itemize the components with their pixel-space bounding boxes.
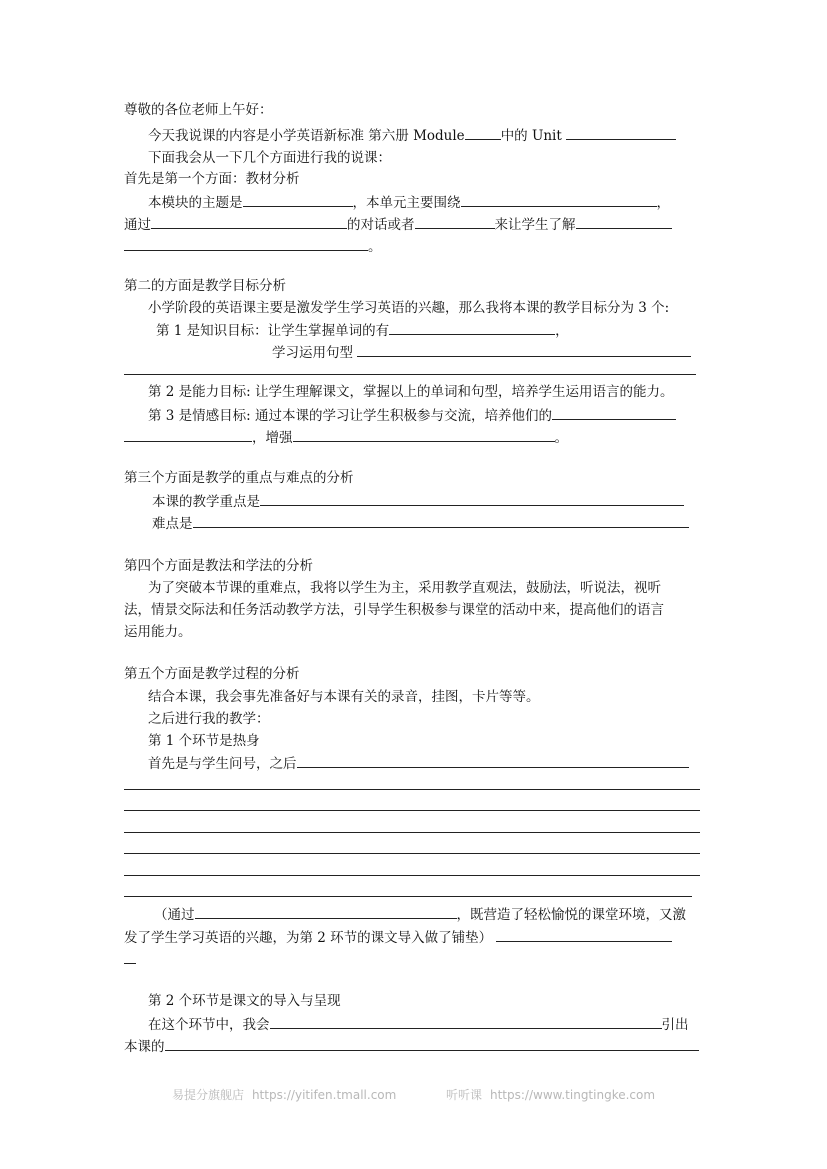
- goal-3: 第 3 是情感目标: 通过本课的学习让学生积极参与交流，培养他们的: [148, 405, 676, 427]
- key-point: 本课的教学重点是: [152, 491, 684, 513]
- step-2-title: 第 2 个环节是课文的导入与呈现: [148, 993, 341, 1009]
- section-4-line-1: 为了突破本节课的重难点，我将以学生为主，采用教学直观法，鼓励法，听说法，视听: [148, 580, 661, 596]
- answer-line: [124, 374, 696, 375]
- intro-line-2: 下面我会从一下几个方面进行我的说课：: [148, 150, 391, 166]
- goal-3-cont: ，增强 。: [124, 427, 568, 449]
- section-1-line-1: 本模块的主题是 ，本单元主要围绕 ，: [148, 192, 670, 214]
- goal-1-pattern: 学习运用句型: [272, 342, 691, 364]
- answer-line: [124, 853, 700, 854]
- step-2-line-2: 本课的: [124, 1036, 699, 1058]
- difficult-point: 难点是: [152, 513, 689, 535]
- footer-shop-2: 听听课: [445, 1088, 482, 1102]
- footer-shop-1: 易提分旗舰店: [171, 1088, 244, 1102]
- section-5-para-2: 之后进行我的教学：: [148, 711, 270, 727]
- section-2-para: 小学阶段的英语课主要是激发学生学习英语的兴趣，那么我将本课的教学目标分为 3 个:: [148, 300, 670, 316]
- section-1-line-3: 。: [124, 236, 382, 258]
- footer-watermark: [0, 1085, 827, 1106]
- step-1-note: （通过 ，既营造了轻松愉悦的课堂环境，又激: [154, 904, 686, 926]
- section-1-line-2: 通过 的对话或者 来让学生了解: [124, 214, 672, 236]
- answer-line: [124, 875, 700, 876]
- section-3-title: 第三个方面是教学的重点与难点的分析: [124, 470, 354, 486]
- section-2-title: 第二的方面是教学目标分析: [124, 278, 286, 294]
- unit-blank: [566, 125, 676, 140]
- answer-line: [124, 963, 136, 964]
- answer-line: [124, 832, 700, 833]
- step-1-title: 第 1 个环节是热身: [148, 733, 260, 749]
- footer-url-2[interactable]: https://www.tingtingke.com: [490, 1088, 656, 1102]
- section-5-para-1: 结合本课，我会事先准备好与本课有关的录音，挂图，卡片等等。: [148, 689, 540, 705]
- greeting: 尊敬的各位老师上午好：: [124, 102, 273, 118]
- module-blank: [465, 125, 501, 140]
- step-1-line: 首先是与学生问号，之后: [148, 753, 689, 775]
- answer-line: [124, 810, 700, 811]
- section-4-title: 第四个方面是教法和学法的分析: [124, 558, 313, 574]
- section-4-line-2: 法，情景交际法和任务活动教学方法，引导学生积极参与课堂的活动中来，提高他们的语言: [124, 602, 664, 618]
- section-4-line-3: 运用能力。: [124, 624, 192, 640]
- intro-line-1: 今天我说课的内容是小学英语新标准 第六册 Module 中的 Unit: [148, 125, 676, 147]
- goal-2: 第 2 是能力目标: 让学生理解课文，掌握以上的单词和句型，培养学生运用语言的能力。: [148, 384, 674, 400]
- step-1-note-cont: 发了学生学习英语的兴趣，为第 2 环节的课文导入做了铺垫）: [124, 927, 672, 949]
- section-1-title: 首先是第一个方面：教材分析: [124, 171, 300, 187]
- answer-line: [124, 896, 692, 897]
- step-2-line-1: 在这个环节中，我会 引出: [148, 1014, 689, 1036]
- footer-url-1[interactable]: https://yitifen.tmall.com: [251, 1088, 397, 1102]
- goal-1: 第 1 是知识目标：让学生掌握单词的有 ，: [156, 320, 569, 342]
- answer-line: [124, 789, 700, 790]
- section-5-title: 第五个方面是教学过程的分析: [124, 666, 300, 682]
